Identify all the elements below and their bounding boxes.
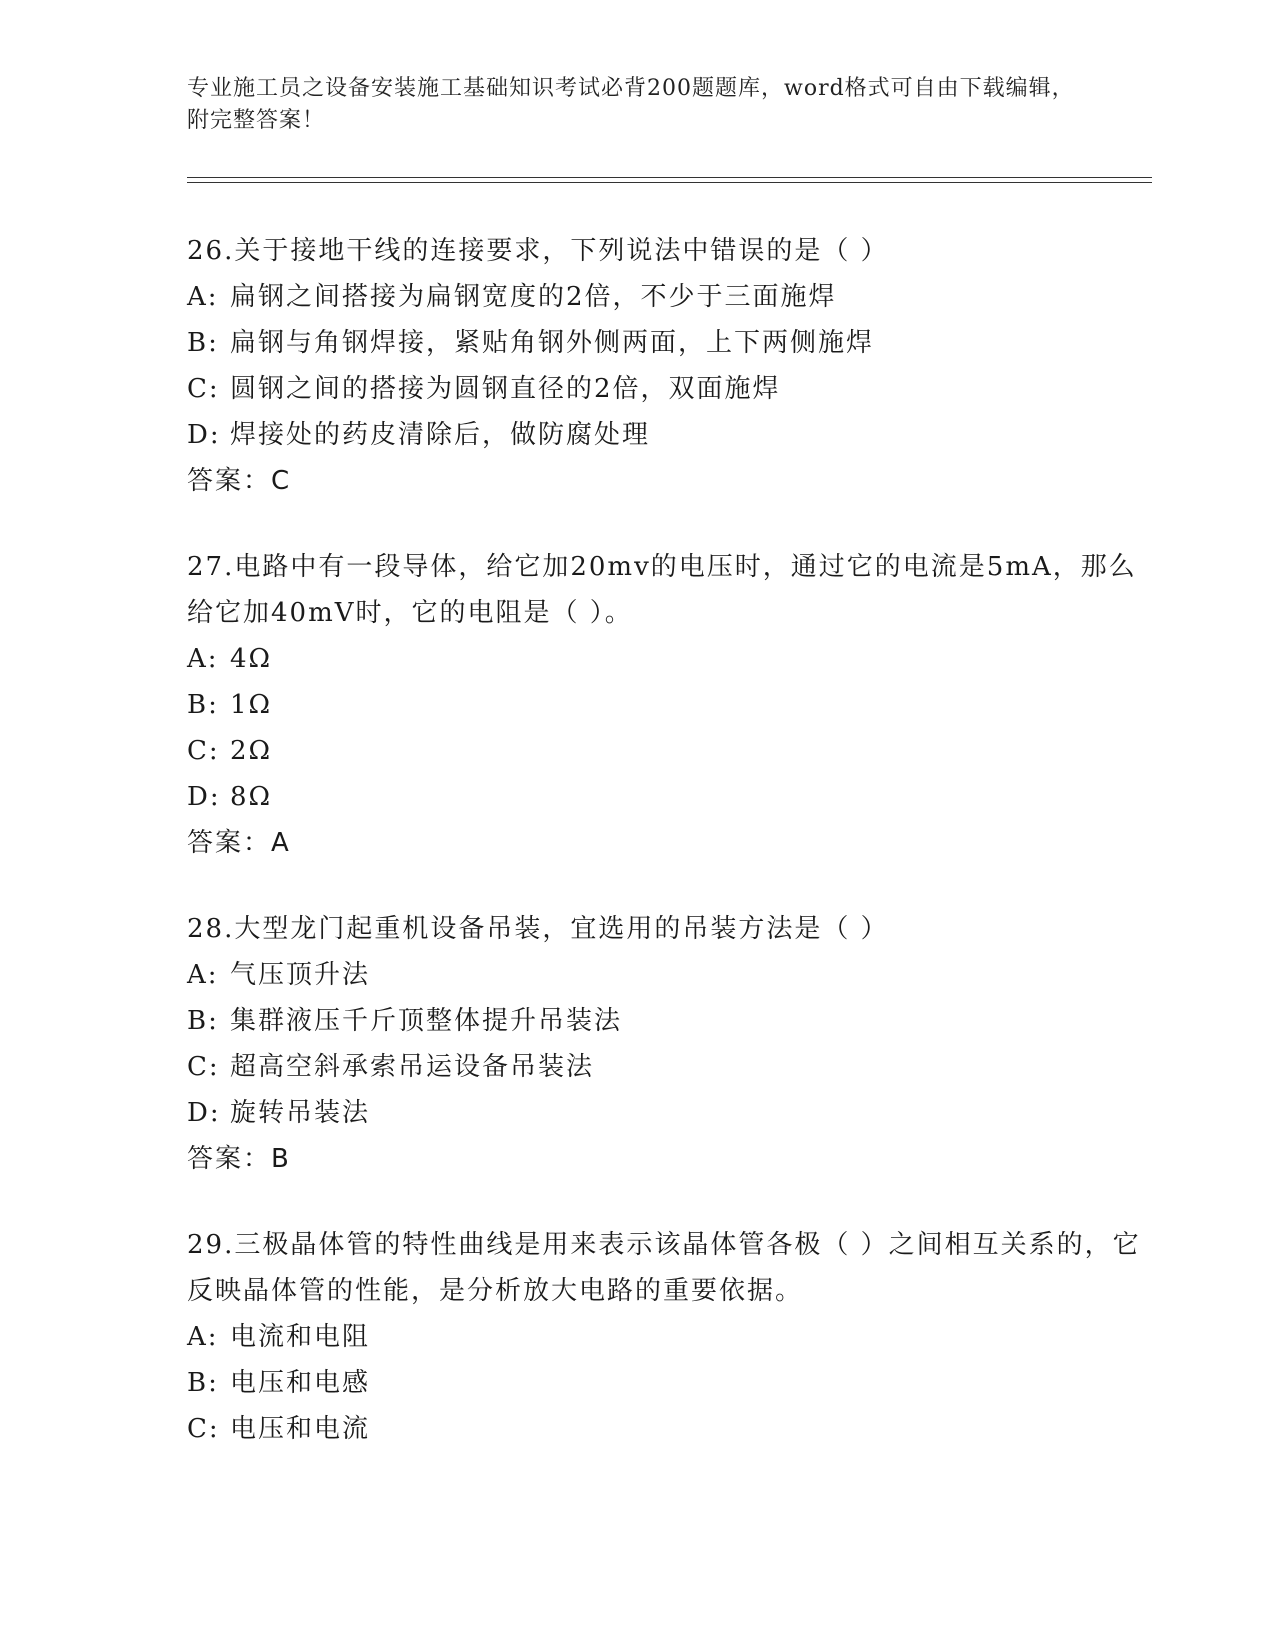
option-d xyxy=(187,774,1147,820)
question-stem: 27.电路中有一段导体，给它加20mv的电压时，通过它的电流是5mA，那么给它加40mV时，它的电阻是（ ）。 xyxy=(187,552,1137,628)
option-b xyxy=(187,320,1147,366)
option-letter: C: xyxy=(187,736,220,766)
option-text: 扁钢与角钢焊接，紧贴角钢外侧两面，上下两侧施焊 xyxy=(230,328,875,358)
option-letter: C: xyxy=(187,374,220,404)
option-letter: C: xyxy=(187,1052,220,1082)
option-b xyxy=(187,1360,1147,1406)
answer-line: 答案：B xyxy=(187,1144,291,1174)
question-stem: 29.三极晶体管的特性曲线是用来表示该晶体管各极（ ）之间相互关系的，它反映晶体管的性能，是分析放大电路的重要依据。 xyxy=(187,1230,1141,1306)
question-28 xyxy=(187,906,1147,1182)
option-text: 集群液压千斤顶整体提升吊装法 xyxy=(230,1006,623,1036)
option-b xyxy=(187,682,1147,728)
question-stem: 26.关于接地干线的连接要求，下列说法中错误的是（ ） xyxy=(187,236,889,266)
header-rule-bottom xyxy=(187,182,1152,183)
option-text: 圆钢之间的搭接为圆钢直径的2倍，双面施焊 xyxy=(230,374,781,404)
option-letter: D: xyxy=(187,420,221,450)
option-letter: B: xyxy=(187,328,219,358)
option-c xyxy=(187,1406,1147,1452)
question-stem: 28.大型龙门起重机设备吊装，宜选用的吊装方法是（ ） xyxy=(187,914,889,944)
option-letter: B: xyxy=(187,1368,219,1398)
option-text: 扁钢之间搭接为扁钢宽度的2倍，不少于三面施焊 xyxy=(230,282,837,312)
option-a xyxy=(187,274,1147,320)
option-letter: C: xyxy=(187,1414,220,1444)
option-letter: D: xyxy=(187,1098,221,1128)
option-text: 8Ω xyxy=(230,782,273,812)
option-text: 电压和电流 xyxy=(230,1414,371,1444)
question-26 xyxy=(187,228,1147,504)
option-text: 旋转吊装法 xyxy=(230,1098,371,1128)
option-letter: A: xyxy=(187,960,219,990)
option-text: 4Ω xyxy=(230,644,273,674)
option-letter: A: xyxy=(187,644,219,674)
option-text: 2Ω xyxy=(230,736,273,766)
option-text: 超高空斜承索吊运设备吊装法 xyxy=(230,1052,595,1082)
option-text: 电流和电阻 xyxy=(230,1322,371,1352)
option-letter: D: xyxy=(187,782,221,812)
option-c xyxy=(187,366,1147,412)
option-b xyxy=(187,998,1147,1044)
option-letter: A: xyxy=(187,1322,219,1352)
option-text: 1Ω xyxy=(230,690,273,720)
answer-line: 答案：C xyxy=(187,466,292,496)
header-rule-top xyxy=(187,177,1152,178)
option-c xyxy=(187,728,1147,774)
option-a xyxy=(187,636,1147,682)
option-c xyxy=(187,1044,1147,1090)
answer-line: 答案：A xyxy=(187,828,291,858)
question-list xyxy=(187,228,1147,1492)
option-a xyxy=(187,952,1147,998)
option-d xyxy=(187,412,1147,458)
question-29 xyxy=(187,1222,1147,1452)
page-header: 专业施工员之设备安装施工基础知识考试必背200题题库，word格式可自由下载编辑，附完整答案！ xyxy=(187,76,1075,133)
option-text: 焊接处的药皮清除后，做防腐处理 xyxy=(230,420,651,450)
question-27 xyxy=(187,544,1147,866)
option-letter: A: xyxy=(187,282,219,312)
option-d xyxy=(187,1090,1147,1136)
option-letter: B: xyxy=(187,690,219,720)
option-text: 电压和电感 xyxy=(230,1368,371,1398)
option-a xyxy=(187,1314,1147,1360)
option-letter: B: xyxy=(187,1006,219,1036)
option-text: 气压顶升法 xyxy=(230,960,371,990)
